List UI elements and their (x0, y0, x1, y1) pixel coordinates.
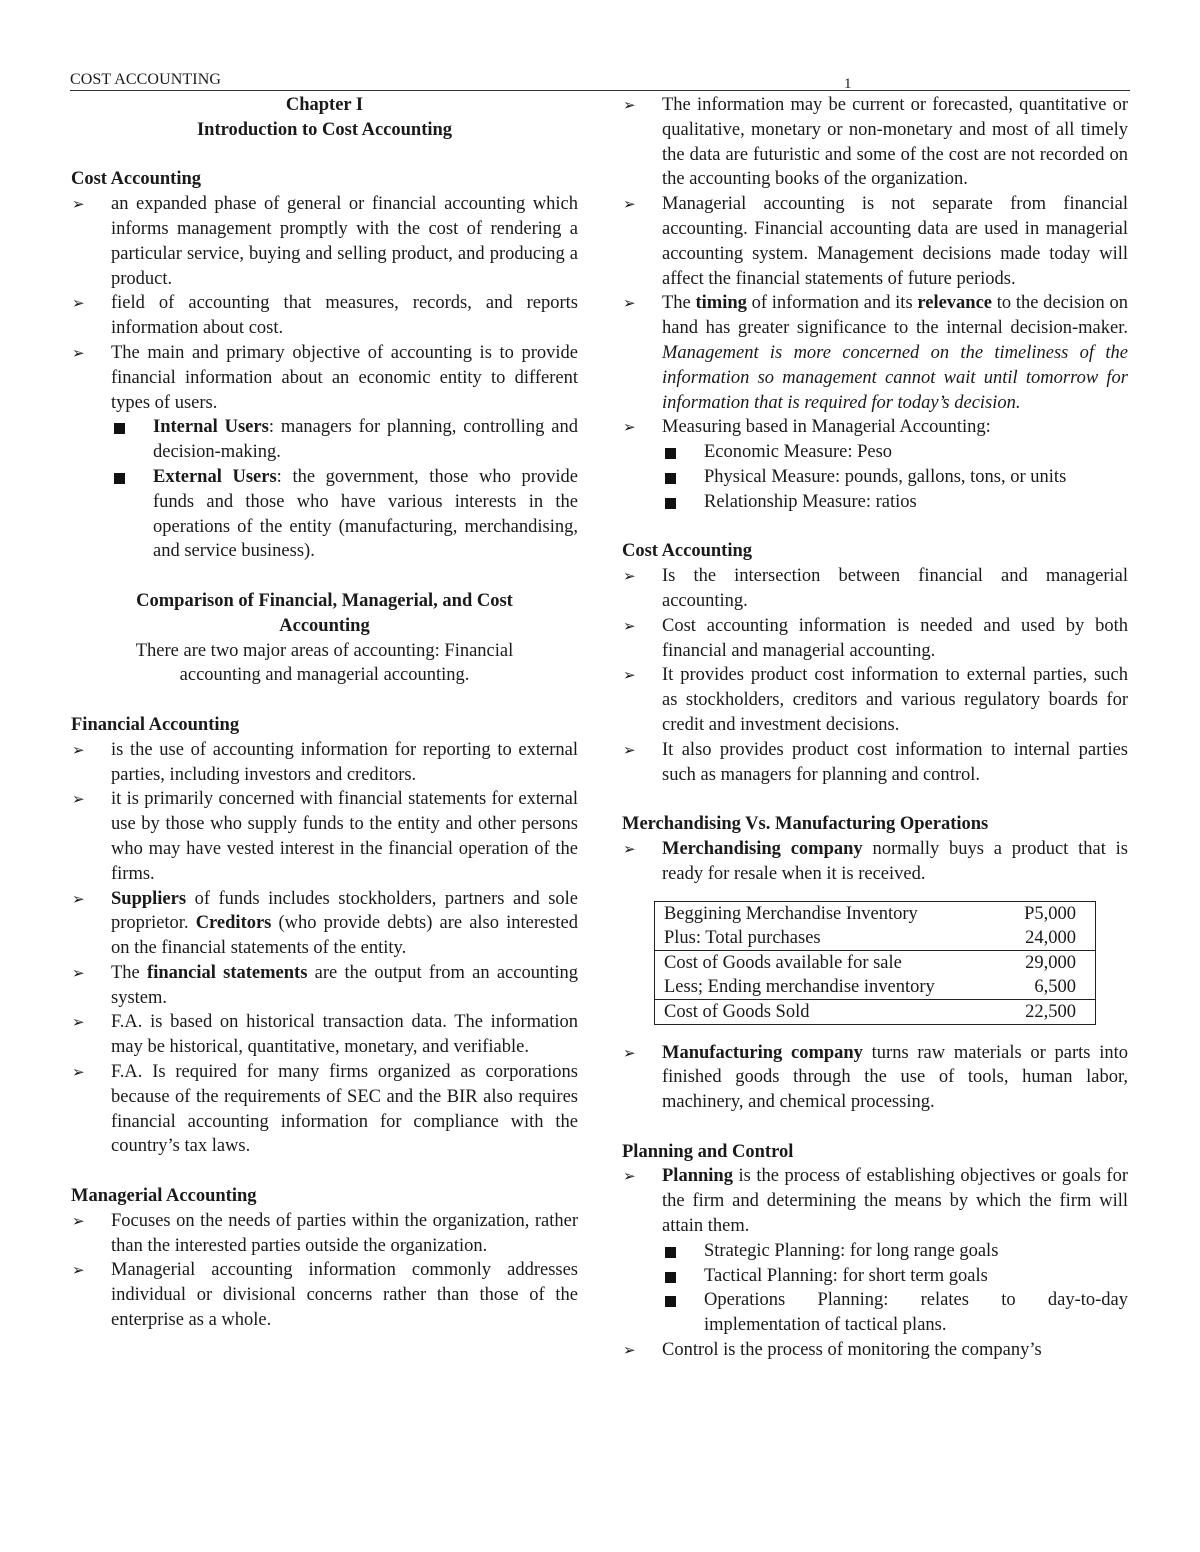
list-item: ➢ Is the intersection between financial and managerial accounting. (622, 564, 1128, 614)
list-item: ➢ field of accounting that measures, records, and reports information about cost. (71, 291, 578, 341)
measure-item: Relationship Measure: ratios (622, 490, 1128, 515)
text-fragment: turns raw materials or parts into finished goods through the use of tools, human labor, machinery, and chemical processing. (662, 1042, 1129, 1113)
list-item-financial-statements (71, 961, 578, 1011)
table-row (655, 926, 1096, 951)
section-heading-cost-accounting: Cost Accounting (71, 169, 202, 190)
list-item: ➢ is the use of accounting information for reporting to external parties, including investors and creditors. (71, 738, 578, 788)
table-cell: P5,000 (1024, 903, 1076, 924)
cost-of-goods-table (654, 901, 1096, 1025)
list-item-external-users (71, 465, 578, 564)
merchandising-list (622, 837, 1128, 887)
table-cell: 29,000 (1025, 952, 1076, 973)
list-item: ➢ The main and primary objective of accounting is to provide financial information about an economic entity to different types of users. (71, 341, 578, 415)
table-row (655, 999, 1096, 1024)
list-item: ➢ Measuring based in Managerial Accounting: (622, 415, 1128, 440)
list-item-internal-users (71, 415, 578, 465)
page-number: 1 (844, 76, 852, 92)
section-heading-financial-accounting: Financial Accounting (71, 714, 240, 735)
table-cell: Less; Ending merchandise inventory (664, 976, 935, 997)
table-cell: 24,000 (1025, 927, 1076, 948)
cost-accounting-list (71, 192, 578, 564)
page-header (70, 70, 1130, 91)
text-suppliers: of funds includes stockholders, partners and sole proprietor. (111, 888, 578, 934)
text-fragment: The (662, 293, 696, 314)
comparison-heading-line-2: Accounting (279, 615, 370, 636)
managerial-continued-list (622, 93, 1128, 515)
table-cell: Plus: Total purchases (664, 927, 821, 948)
list-item: ➢ Focuses on the needs of parties within the organization, rather than the interested parties outside the organization. (71, 1209, 578, 1259)
table-cell: Cost of Goods Sold (664, 1001, 810, 1022)
left-column (71, 93, 578, 1333)
planning-item: Strategic Planning: for long range goals (622, 1239, 1128, 1264)
right-column (622, 93, 1128, 1363)
term-timing: timing (695, 293, 747, 314)
term-creditors: Creditors (195, 913, 272, 934)
running-title: COST ACCOUNTING (70, 71, 221, 88)
list-item: ➢ Managerial accounting is not separate from financial accounting. Financial accounting data are used in managerial accounting system. Management decisions made today will affect the financial statements of future periods. (622, 192, 1128, 291)
text-fragment: to the decision on hand has greater significance to the internal decision-maker. (662, 293, 1128, 339)
text-fragment: The (111, 962, 148, 983)
table-group (655, 950, 1096, 999)
term-manufacturing-company: Manufacturing company (662, 1042, 863, 1063)
list-item: ➢ F.A. Is required for many firms organized as corporations because of the requirements of SEC and the BIR also requires financial accounting information for compliance with the country’s tax laws. (71, 1060, 578, 1159)
financial-accounting-list (71, 738, 578, 1160)
table-cell: 6,500 (1034, 976, 1076, 997)
list-item-merchandising-company (622, 837, 1128, 887)
italic-note: Management is more concerned on the timeliness of the information so management cannot wait until tomorrow for information that is required for today’s decision. (662, 342, 1128, 413)
list-item: ➢ F.A. is based on historical transaction data. The information may be historical, quantitative, monetary, and verifiable. (71, 1010, 578, 1060)
list-item: ➢ It provides product cost information to external parties, such as stockholders, creditors and various regulatory boards for credit and investment decisions. (622, 663, 1128, 737)
comparison-text-line-1: There are two major areas of accounting: Financial (135, 640, 514, 661)
text-creditors: (who provide debts) are also interested on the financial statements of the entity. (111, 913, 579, 959)
term-merchandising-company: Merchandising company (662, 838, 863, 859)
list-item-suppliers (71, 887, 578, 961)
text-fragment: of information and its (746, 293, 918, 314)
text-fragment: are the output from an accounting system. (111, 962, 579, 1008)
list-item-control: ➢ Control is the process of monitoring the company’s (622, 1338, 1128, 1363)
term-external-users: External Users (153, 466, 277, 487)
list-item: ➢ It also provides product cost information to internal parties such as managers for planning and control. (622, 738, 1128, 788)
manufacturing-list (622, 1041, 1128, 1115)
term-relevance: relevance (917, 293, 993, 314)
measure-item: Economic Measure: Peso (622, 440, 1128, 465)
list-item: ➢ Cost accounting information is needed and used by both financial and managerial accounting. (622, 614, 1128, 664)
list-item: ➢ The information may be current or forecasted, quantitative or qualitative, monetary or non-monetary and most of all timely the data are futuristic and some of the cost are not recorded on the accounting books of the organization. (622, 93, 1128, 192)
measure-item: Physical Measure: pounds, gallons, tons, or units (622, 465, 1128, 490)
table-row (655, 901, 1096, 926)
planning-item: Tactical Planning: for short term goals (622, 1264, 1128, 1289)
section-heading-planning-control: Planning and Control (622, 1141, 794, 1162)
term-internal-users: Internal Users (153, 417, 269, 438)
term-financial-statements: financial statements (147, 962, 308, 983)
list-item: ➢ Managerial accounting information commonly addresses individual or divisional concerns rather than those of the enterprise as a whole. (71, 1258, 578, 1332)
term-planning: Planning (662, 1166, 733, 1187)
planning-item: Operations Planning: relates to day-to-day implementation of tactical plans. (622, 1288, 1128, 1338)
managerial-accounting-list (71, 1209, 578, 1333)
list-item: ➢ an expanded phase of general or financial accounting which informs management promptly with the cost of rendering a particular service, buying and selling product, and producing a product. (71, 192, 578, 291)
cost-accounting-list-2 (622, 564, 1128, 787)
table-cell: 22,500 (1025, 1001, 1076, 1022)
text-external-users: : the government, those who provide funds and those who have various interests in the operations of the entity (manufacturing, merchandising, and service business). (153, 466, 578, 562)
text-fragment: is the process of establishing objectives or goals for the firm and determining the means by which the firm will attain them. (662, 1166, 1128, 1237)
comparison-text-line-2: accounting and managerial accounting. (179, 665, 470, 686)
planning-list (622, 1164, 1128, 1362)
list-item-manufacturing-company (622, 1041, 1128, 1115)
table-cell: Cost of Goods available for sale (664, 952, 902, 973)
table-row (655, 950, 1096, 975)
term-suppliers: Suppliers (111, 888, 187, 909)
list-item-timing-relevance (622, 291, 1128, 415)
chapter-number: Chapter I (285, 95, 364, 115)
section-heading-managerial-accounting: Managerial Accounting (71, 1186, 257, 1207)
table-group (655, 999, 1096, 1024)
text-fragment: normally buys a product that is ready for resale when it is received. (662, 838, 1128, 884)
section-heading-cost-accounting-2: Cost Accounting (622, 541, 753, 562)
chapter-title: Introduction to Cost Accounting (196, 119, 453, 140)
list-item: ➢ it is primarily concerned with financial statements for external use by those who supply funds to the entity and other persons who may have vested interest in the financial operation of the firms. (71, 787, 578, 886)
table-row (655, 975, 1096, 1000)
section-heading-merchandising: Merchandising Vs. Manufacturing Operations (622, 814, 989, 835)
list-item-planning (622, 1164, 1128, 1238)
text-internal-users: : managers for planning, controlling and decision-making. (153, 417, 579, 463)
table-cell: Beggining Merchandise Inventory (664, 903, 918, 924)
comparison-heading-line-1: Comparison of Financial, Managerial, and Cost (136, 590, 513, 611)
table-group (655, 901, 1096, 950)
